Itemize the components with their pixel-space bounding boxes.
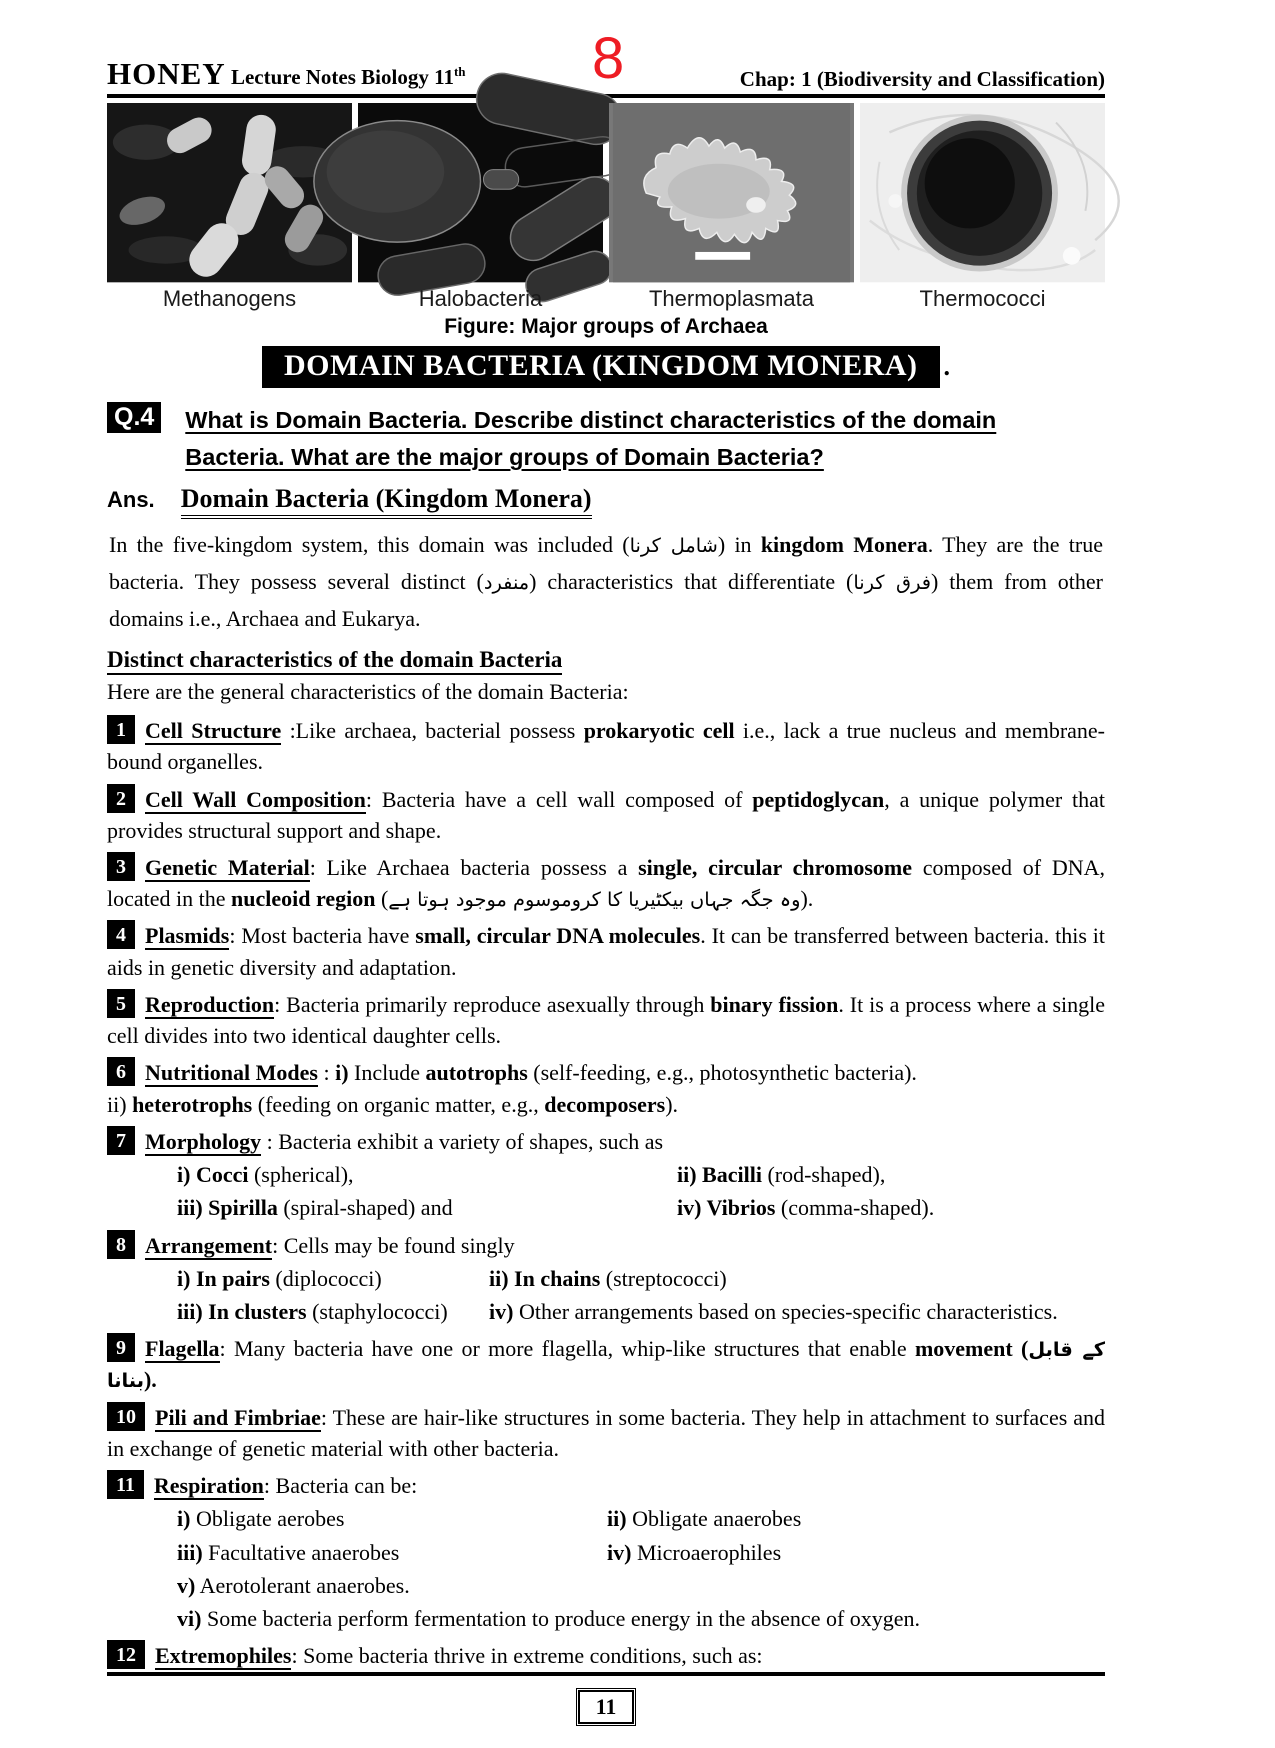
text-segment: Obligate anaerobes [626,1506,802,1532]
characteristic-item [107,1333,1105,1395]
sub-list-cell [177,1192,677,1223]
text-segment: ) them from other domains i.e., Archaea and Eukarya. [109,569,1104,632]
characteristic-item [107,1470,1105,1501]
text-segment: heterotrophs [132,1091,253,1117]
sub-list-cell [177,1296,489,1327]
sub-list-row [107,1570,1105,1601]
text-segment: ii) Bacilli [677,1162,762,1188]
sub-list-cell [489,1296,1058,1327]
sub-list-cell [177,1159,677,1190]
brand-subtitle: Lecture Notes Biology 11 [225,65,454,89]
sub-list-cell [177,1603,920,1634]
text-segment: vi) [177,1606,202,1632]
item-number-badge: 7 [107,1126,135,1155]
sub-list-cell [489,1263,727,1294]
sub-list-row [107,1537,1105,1568]
characteristics-subheading: Distinct characteristics of the domain Bacteria [107,647,562,675]
text-segment: iii) [177,1539,203,1565]
text-segment: iv) [489,1299,514,1325]
sub-list-row [107,1192,1105,1223]
text-segment: i) [177,1506,191,1532]
text-segment: (spiral-shaped) and [277,1195,453,1221]
text-segment: (self-feeding, e.g., photosynthetic bacteria). [527,1060,917,1086]
header-chapter: Chap: 1 (Biodiversity and Classification) [739,67,1105,91]
text-segment: single, circular chromosome [638,854,913,880]
characteristic-item [107,989,1105,1051]
text-segment: composed of DNA, located in the [107,854,1105,912]
urdu-gloss: منفرد [483,571,530,595]
text-segment: : Bacteria primarily reproduce asexually through [274,991,711,1017]
text-segment: (feeding on organic matter, e.g., [252,1091,545,1117]
text-segment: (staphylococci) [306,1299,448,1325]
answer-intro-paragraph [107,527,1105,638]
footer-rule [107,1672,1105,1676]
text-segment: i) Cocci [177,1162,249,1188]
text-segment: ). [800,886,814,912]
text-segment: ) in [717,532,761,558]
text-segment: ). [665,1091,679,1117]
item-number-badge: 3 [107,852,135,881]
brand-name: HONEY [107,56,226,91]
text-segment: v) [177,1572,196,1598]
text-segment: (comma-shaped). [775,1195,935,1221]
text-segment: : Bacteria can be: [263,1473,418,1499]
top-page-number: 8 [592,26,625,91]
question-text [185,402,996,475]
text-segment: i) In pairs [177,1265,270,1291]
item-number-badge: 10 [107,1402,145,1431]
answer-label: Ans. [107,487,155,513]
text-segment: Other arrangements based on species-specific characteristics. [513,1299,1058,1325]
characteristic-item [107,715,1105,777]
item-number-badge: 2 [107,784,135,813]
characteristic-item [107,1126,1105,1157]
banner-period: . [943,352,950,382]
item-heading: Morphology [145,1128,262,1154]
item-number-badge: 6 [107,1057,135,1086]
item-number-badge: 4 [107,920,135,949]
characteristic-item [107,852,1105,914]
sub-list-cell [677,1159,885,1190]
item-heading: Cell Structure [145,718,282,744]
text-segment: Aerotolerant anaerobes. [195,1572,410,1598]
text-segment: iii) Spirilla [177,1195,278,1221]
sub-list-row [107,1263,1105,1294]
question-number-badge: Q.4 [107,402,161,433]
text-segment: (diplococci) [269,1265,382,1291]
thermoplasmata-image [609,103,854,282]
question-line-1: What is Domain Bacteria. Describe distinct characteristics of the domain [185,407,997,434]
urdu-gloss: وہ جگہ جہاں بیکٹیریا کا کروموسوم موجود ہوتا ہے [388,888,801,912]
item-heading: Nutritional Modes [145,1060,318,1086]
brand-superscript: th [453,64,466,79]
caption-thermoplasmata: Thermoplasmata [648,286,815,312]
urdu-gloss: فرق کرنا [853,571,932,595]
text-segment: ). [143,1367,157,1393]
archaea-figure-strip [107,103,1105,282]
text-segment: iii) In clusters [177,1299,307,1325]
text-segment: : These are hair-like structures in some bacteria. They help in attachment to surfaces and in exchange of genetic material with other bacteria. [107,1404,1105,1461]
text-segment: Obligate aerobes [190,1506,345,1532]
figure-title: Figure: Major groups of Archaea [444,315,768,339]
answer-heading: Domain Bacteria (Kingdom Monera) [181,484,592,519]
question-line-2: Bacteria. What are the major groups of Domain Bacteria? [185,443,824,470]
text-segment: . It is a process where a single cell divides into two identical daughter cells. [107,991,1105,1049]
text-segment: : Most bacteria have [229,923,416,949]
text-segment: ii) In chains [489,1265,601,1291]
urdu-gloss: شامل کرنا [629,534,718,558]
text-segment: . It can be transferred between bacteria. this it aids in genetic diversity and adaptation. [107,923,1105,980]
item-heading: Respiration [153,1473,264,1499]
text-segment: Microaerophiles [631,1539,782,1565]
text-segment: Some bacteria perform fermentation to produce energy in the absence of oxygen. [201,1606,921,1632]
text-segment: ii) [107,1091,133,1117]
item-number-badge: 5 [107,989,135,1018]
text-segment: binary fission [710,991,839,1017]
characteristics-list [107,709,1105,1672]
characteristic-item [107,1402,1105,1464]
item-number-badge: 11 [107,1470,144,1499]
caption-halobacteria: Halobacteria [418,286,543,312]
text-segment: autotrophs [425,1060,528,1086]
footer-page-number: 11 [578,1690,635,1724]
text-segment: . They are the true bacteria. They possess several distinct ( [109,532,1103,595]
item-heading: Arrangement [145,1232,273,1258]
text-segment: (streptococci) [600,1265,727,1291]
thermococci-image [860,103,1105,282]
item-number-badge: 1 [107,715,135,744]
answer-header [107,484,1105,519]
sub-list-row [107,1159,1105,1190]
text-segment: : Like Archaea bacteria possess a [309,854,639,880]
text-segment: , a unique polymer that provides structural support and shape. [107,786,1105,843]
sub-list-row [107,1503,1105,1534]
text-segment: (spherical), [248,1162,354,1188]
item-heading: Extremophiles [155,1643,292,1669]
text-segment: : [317,1060,336,1086]
text-segment: ii) [607,1506,627,1532]
text-segment: :Like archaea, bacterial possess [281,718,584,744]
sub-list-row [107,1296,1105,1327]
text-segment: : Bacteria exhibit a variety of shapes, such as [261,1128,664,1154]
sub-list-cell [177,1570,410,1601]
text-segment: Include [348,1060,426,1086]
question-block [107,402,1105,475]
text-segment: : Some bacteria thrive in extreme conditions, such as: [291,1643,763,1669]
text-segment: ) characteristics that differentiate ( [529,569,854,595]
characteristic-item [107,1057,1105,1119]
sub-list-cell [177,1503,607,1534]
header-brand [107,56,466,92]
page-footer [107,1672,1105,1748]
text-segment: In the five-kingdom system, this domain was included ( [109,532,630,558]
section-banner-wrap [107,346,1105,388]
text-segment: ( [1012,1336,1029,1362]
sub-list-row [107,1603,1105,1634]
text-segment: peptidoglycan [752,786,885,812]
text-segment: small, circular DNA molecules [415,923,701,949]
sub-list-cell [677,1192,934,1223]
item-number-badge: 12 [107,1640,145,1669]
characteristic-item [107,1640,1105,1671]
text-segment: prokaryotic cell [583,718,735,744]
sub-list-cell [177,1263,489,1294]
item-heading: Flagella [145,1336,220,1362]
halobacteria-image [358,103,603,282]
caption-methanogens: Methanogens [162,286,297,312]
item-heading: Reproduction [145,991,275,1017]
item-heading: Pili and Fimbriae [155,1404,321,1430]
urdu-gloss: کے قابل بنانا [107,1338,1105,1393]
text-segment: : Bacteria have a cell wall composed of [365,786,753,812]
text-segment: decomposers [544,1091,666,1117]
text-segment: iv) [607,1539,632,1565]
text-segment: nucleoid region [231,886,376,912]
section-banner: DOMAIN BACTERIA (KINGDOM MONERA) [262,346,940,388]
text-segment: i) [335,1060,349,1086]
characteristic-item [107,784,1105,846]
characteristics-intro: Here are the general characteristics of the domain Bacteria: [107,679,629,705]
text-segment: kingdom Monera [760,532,928,558]
sub-list-cell [607,1537,781,1568]
text-segment: ( [375,886,389,912]
text-segment: : Cells may be found singly [272,1232,515,1258]
characteristic-item [107,1230,1105,1261]
sub-list-cell [177,1537,607,1568]
item-heading: Cell Wall Composition [145,786,366,812]
text-segment: : Many bacteria have one or more flagella, whip-like structures that enable [219,1336,915,1362]
caption-thermococci: Thermococci [919,286,1046,312]
text-segment: i.e., lack a true nucleus and membrane-bound organelles. [107,718,1105,775]
item-number-badge: 8 [107,1230,135,1259]
figure-captions [107,286,1105,312]
text-segment: Facultative anaerobes [202,1539,400,1565]
characteristic-item [107,920,1105,982]
item-heading: Genetic Material [145,854,310,880]
item-number-badge: 9 [107,1333,135,1362]
text-segment: (rod-shaped), [761,1162,886,1188]
text-segment: iv) Vibrios [677,1195,776,1221]
sub-list-cell [607,1503,801,1534]
text-segment: movement [914,1336,1013,1362]
item-heading: Plasmids [145,923,230,949]
